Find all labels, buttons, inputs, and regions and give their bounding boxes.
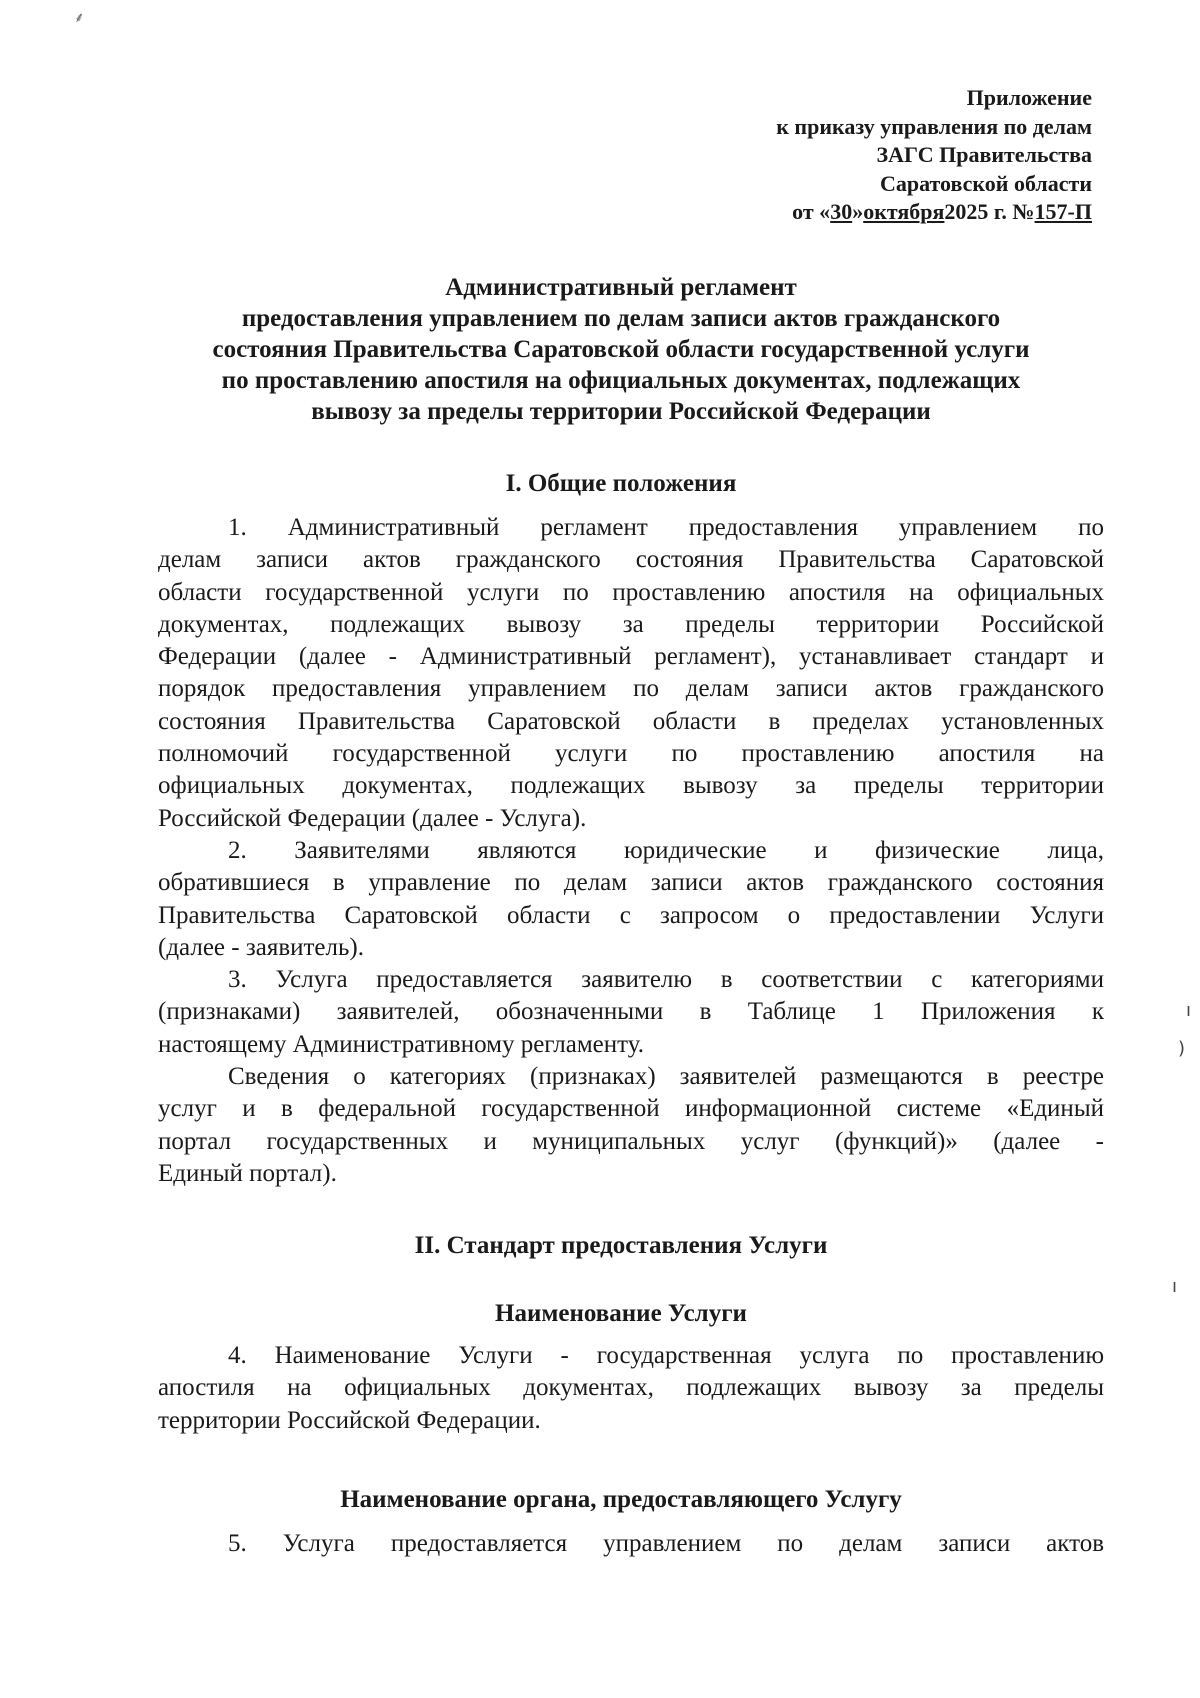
date-day: 30: [830, 199, 853, 224]
annex-header: [776, 84, 1092, 227]
date-prefix: от «: [792, 199, 831, 224]
scan-speck: ): [1178, 1038, 1186, 1059]
date-year: 2025 г. №: [944, 199, 1035, 224]
text-line: 3. Услуга предоставляется заявителю в соответствии с категориями: [228, 966, 1104, 994]
text-line: 4. Наименование Услуги - государственная услуга по проставлению: [228, 1342, 1104, 1369]
text-line: (далее - заявитель).: [158, 933, 364, 961]
document-title: [150, 272, 1092, 427]
text-line: портал государственных и муниципальных услуг (функций)» (далее -: [158, 1127, 1104, 1155]
annex-date-line: [776, 198, 1092, 227]
date-month: октября: [863, 199, 945, 224]
title-line: вывозу за пределы территории Российской Федерации: [311, 398, 931, 425]
text-line: Правительства Саратовской области с запросом о предоставлении Услуги: [158, 901, 1104, 929]
title-line: по проставлению апостиля на официальных документах, подлежащих: [221, 367, 1021, 394]
text-line: 1. Административный регламент предоставления управлением по: [228, 514, 1104, 541]
text-line: официальных документах, подлежащих вывозу за пределы территории: [158, 772, 1104, 800]
text-line: обратившиеся в управление по делам записи актов гражданского состояния: [158, 869, 1104, 897]
text-line: области государственной услуги по проставлению апостиля на официальных: [158, 578, 1104, 606]
text-line: Сведения о категориях (признаках) заявителей размещаются в реестре: [228, 1063, 1104, 1091]
text-line: Единый портал).: [158, 1159, 337, 1187]
paragraph-4: [158, 1340, 1104, 1437]
text-line: 5. Услуга предоставляется управлением по делам записи актов: [228, 1530, 1104, 1557]
section-heading-general: I. Общие положения: [505, 470, 737, 497]
text-line: настоящему Административному регламенту.: [158, 1030, 644, 1058]
text-line: апостиля на официальных документах, подлежащих вывозу за пределы: [158, 1374, 1104, 1402]
text-line: Российской Федерации (далее - Услуга).: [158, 804, 587, 832]
scan-speck: ı: [1186, 1000, 1192, 1021]
text-line: состояния Правительства Саратовской области в пределах установленных: [158, 707, 1104, 735]
text-line: территории Российской Федерации.: [158, 1406, 541, 1434]
text-line: полномочий государственной услуги по проставлению апостиля на: [158, 740, 1104, 768]
date-quote: »: [852, 199, 864, 224]
text-line: документах, подлежащих вывозу за пределы территории Российской: [158, 610, 1104, 638]
scan-speck: ı: [1172, 1276, 1178, 1297]
order-number: 157-П: [1034, 199, 1092, 224]
text-line: Федерации (далее - Административный регламент), устанавливает стандарт и: [158, 643, 1104, 671]
title-line: Административный регламент: [445, 274, 797, 301]
text-line: порядок предоставления управлением по делам записи актов гражданского: [158, 675, 1104, 703]
subheading-service-name: Наименование Услуги: [495, 1300, 747, 1327]
title-line: состояния Правительства Саратовской области государственной услуги: [212, 336, 1030, 363]
annex-line: к приказу управления по делам: [776, 113, 1092, 139]
scan-artifact: ⸙: [74, 10, 83, 26]
section-heading-standard: II. Стандарт предоставления Услуги: [414, 1232, 828, 1259]
annex-line: Приложение: [966, 85, 1092, 110]
text-line: делам записи актов гражданского состояния Правительства Саратовской: [158, 546, 1104, 574]
title-line: предоставления управлением по делам записи актов гражданского: [241, 305, 1001, 332]
paragraph-1: [158, 512, 1104, 1190]
subheading-authority: Наименование органа, предоставляющего Услугу: [340, 1486, 902, 1513]
annex-line: Саратовской области: [879, 170, 1092, 196]
text-line: (признаками) заявителей, обозначенными в Таблице 1 Приложения к: [158, 998, 1104, 1026]
annex-line: ЗАГС Правительства: [876, 142, 1092, 167]
text-line: 2. Заявителями являются юридические и физические лица,: [228, 836, 1104, 864]
text-line: услуг и в федеральной государственной информационной системе «Единый: [158, 1095, 1104, 1123]
paragraph-5: [158, 1528, 1104, 1560]
